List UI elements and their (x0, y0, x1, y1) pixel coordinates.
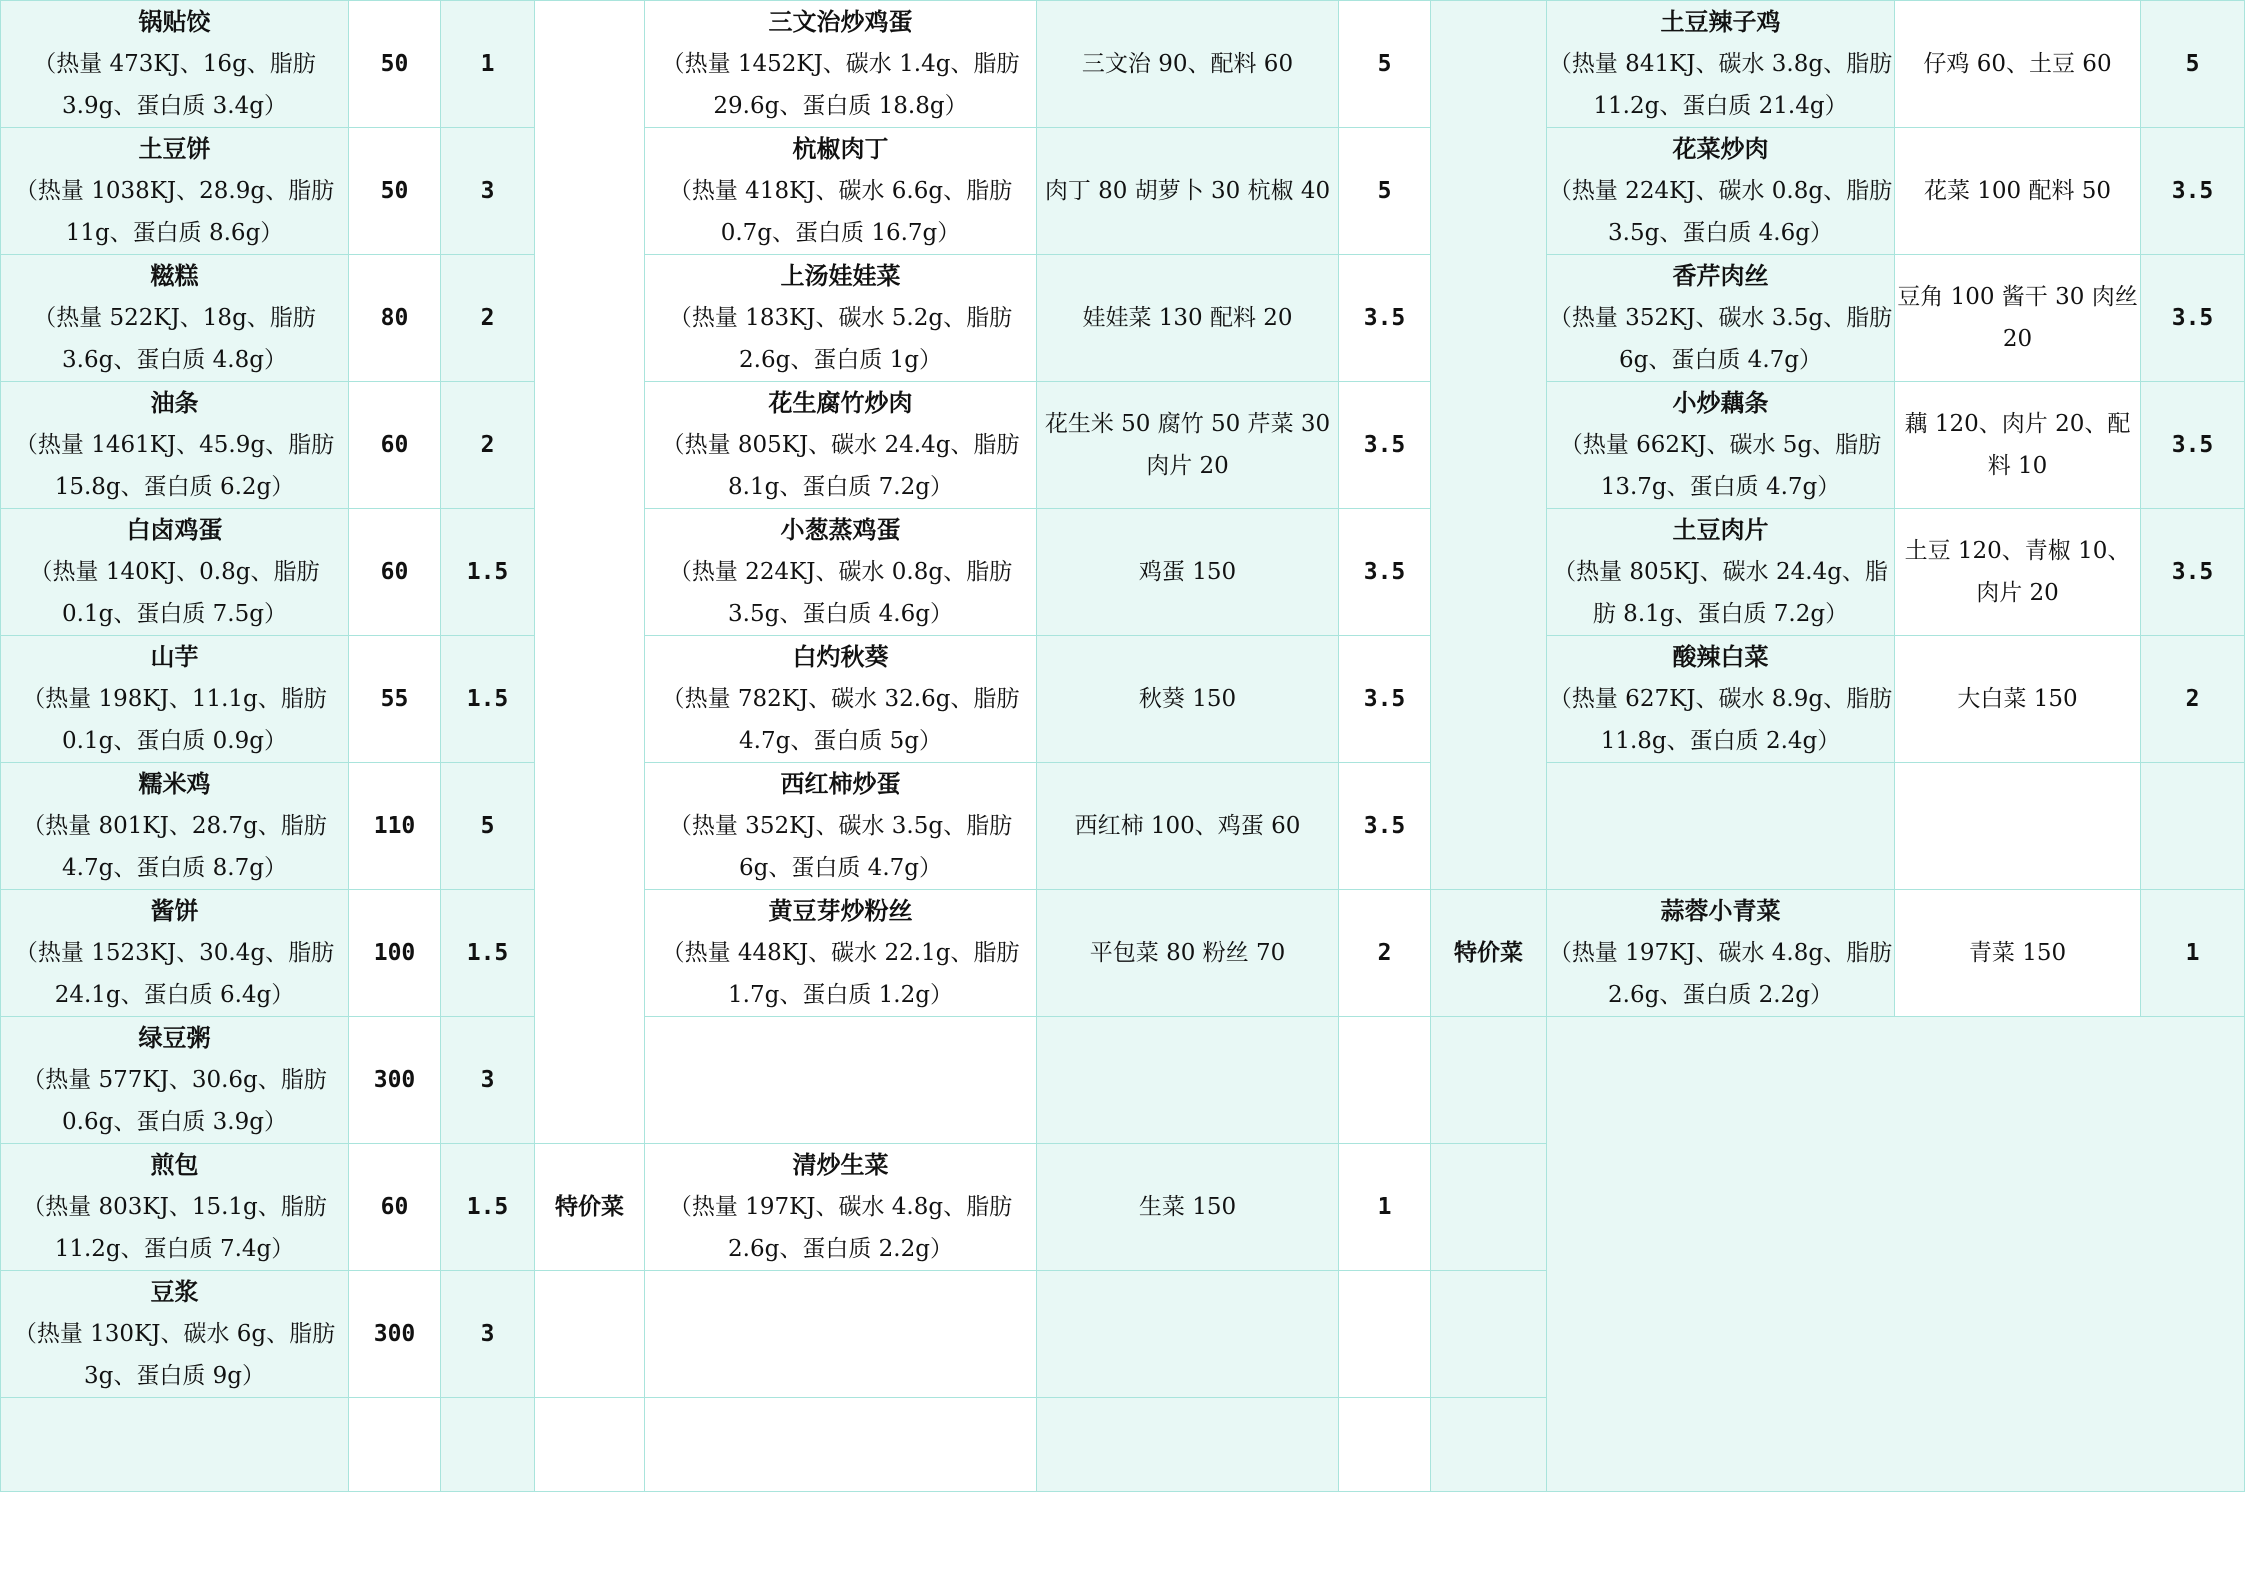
empty-cell (535, 1398, 645, 1492)
dish-name: 糍糕 (150, 261, 199, 290)
ingredients-cell: 花生米 50 腐竹 50 芹菜 30 肉片 20 (1037, 382, 1339, 509)
dish-name: 白灼秋葵 (792, 642, 889, 671)
breakfast-item-cell (1, 890, 349, 1017)
breakfast-item-cell (1, 1017, 349, 1144)
price-cell: 5 (1339, 128, 1431, 255)
dish-name: 花菜炒肉 (1672, 134, 1769, 163)
dish-nutrition: （热量 198KJ、11.1g、脂肪 0.1g、蛋白质 0.9g） (22, 686, 327, 754)
weight-cell: 50 (349, 128, 441, 255)
price-cell (1339, 1017, 1431, 1144)
dish-cell (645, 509, 1037, 636)
ingredients-cell (1895, 763, 2141, 890)
dish-name: 土豆肉片 (1672, 515, 1769, 544)
dish-cell (1547, 128, 1895, 255)
dish-name: 土豆饼 (138, 134, 211, 163)
empty-cell (1431, 1017, 1547, 1144)
ingredients-cell: 大白菜 150 (1895, 636, 2141, 763)
breakfast-item-cell (1, 1, 349, 128)
breakfast-item-cell (1, 509, 349, 636)
dish-nutrition: （热量 183KJ、碳水 5.2g、脂肪 2.6g、蛋白质 1g） (668, 305, 1013, 373)
dish-nutrition: （热量 1452KJ、碳水 1.4g、脂肪 29.6g、蛋白质 18.8g） (661, 51, 1020, 119)
dish-nutrition: （热量 801KJ、28.7g、脂肪 4.7g、蛋白质 8.7g） (22, 813, 327, 881)
table-row (1, 382, 2245, 509)
empty-cell (645, 1398, 1037, 1492)
ingredients-cell: 鸡蛋 150 (1037, 509, 1339, 636)
dish-cell (645, 890, 1037, 1017)
dish-cell (645, 1144, 1037, 1271)
dish-nutrition: （热量 1038KJ、28.9g、脂肪 11g、蛋白质 8.6g） (14, 178, 335, 246)
dish-name: 香芹肉丝 (1672, 261, 1769, 290)
empty-cell (1431, 1144, 1547, 1271)
dish-nutrition: （热量 662KJ、碳水 5g、脂肪 13.7g、蛋白质 4.7g） (1559, 432, 1882, 500)
dish-cell (1547, 509, 1895, 636)
price-cell: 1.5 (441, 1144, 535, 1271)
breakfast-item-cell (1, 1144, 349, 1271)
price-cell: 2 (2141, 636, 2245, 763)
price-cell: 3 (441, 128, 535, 255)
empty-block (1547, 1017, 2245, 1492)
table-row (1, 1017, 2245, 1144)
weight-cell: 60 (349, 382, 441, 509)
dish-cell (645, 128, 1037, 255)
empty-cell (1, 1398, 349, 1492)
ingredients-cell: 花菜 100 配料 50 (1895, 128, 2141, 255)
weight-cell: 60 (349, 509, 441, 636)
ingredients-cell: 平包菜 80 粉丝 70 (1037, 890, 1339, 1017)
dish-nutrition: （热量 841KJ、碳水 3.8g、脂肪 11.2g、蛋白质 21.4g） (1548, 51, 1893, 119)
dish-nutrition: （热量 627KJ、碳水 8.9g、脂肪 11.8g、蛋白质 2.4g） (1548, 686, 1893, 754)
dish-nutrition: （热量 352KJ、碳水 3.5g、脂肪 6g、蛋白质 4.7g） (668, 813, 1013, 881)
price-cell: 5 (1339, 1, 1431, 128)
dish-nutrition: （热量 140KJ、0.8g、脂肪 0.1g、蛋白质 7.5g） (29, 559, 320, 627)
price-cell (1339, 1271, 1431, 1398)
price-cell: 2 (441, 255, 535, 382)
dish-nutrition: （热量 805KJ、碳水 24.4g、脂肪 8.1g、蛋白质 7.2g） (1553, 559, 1888, 627)
dish-nutrition: （热量 197KJ、碳水 4.8g、脂肪 2.6g、蛋白质 2.2g） (1548, 940, 1893, 1008)
price-cell: 3.5 (1339, 763, 1431, 890)
ingredients-cell: 青菜 150 (1895, 890, 2141, 1017)
table-row (1, 890, 2245, 1017)
table-row (1, 509, 2245, 636)
ingredients-cell: 三文治 90、配料 60 (1037, 1, 1339, 128)
menu-table-body (1, 1, 2245, 1492)
table-row (1, 255, 2245, 382)
dish-cell (645, 1, 1037, 128)
weight-cell: 80 (349, 255, 441, 382)
price-cell: 1 (441, 1, 535, 128)
dish-cell (645, 382, 1037, 509)
breakfast-item-cell (1, 255, 349, 382)
dish-name: 锅贴饺 (138, 7, 211, 36)
weight-cell: 50 (349, 1, 441, 128)
dish-cell (1547, 890, 1895, 1017)
breakfast-item-cell (1, 636, 349, 763)
empty-cell (349, 1398, 441, 1492)
dish-cell (645, 1271, 1037, 1398)
dish-name: 小炒藕条 (1672, 388, 1769, 417)
breakfast-item-cell (1, 382, 349, 509)
weight-cell: 300 (349, 1017, 441, 1144)
empty-cell (1431, 1398, 1547, 1492)
empty-cell (535, 1271, 645, 1398)
price-cell: 3.5 (1339, 255, 1431, 382)
price-cell: 1.5 (441, 890, 535, 1017)
label-cell (535, 1, 645, 1144)
dish-name: 西红柿炒蛋 (780, 769, 901, 798)
ingredients-cell: 娃娃菜 130 配料 20 (1037, 255, 1339, 382)
empty-cell (1037, 1398, 1339, 1492)
dish-cell (645, 255, 1037, 382)
dish-cell (645, 763, 1037, 890)
ingredients-cell: 豆角 100 酱干 30 肉丝 20 (1895, 255, 2141, 382)
price-cell: 3 (441, 1017, 535, 1144)
price-cell: 1.5 (441, 509, 535, 636)
price-cell: 3.5 (1339, 636, 1431, 763)
dish-nutrition: （热量 130KJ、碳水 6g、脂肪 3g、蛋白质 9g） (13, 1321, 336, 1389)
ingredients-cell: 土豆 120、青椒 10、肉片 20 (1895, 509, 2141, 636)
price-cell: 3.5 (2141, 382, 2245, 509)
dish-name: 煎包 (150, 1150, 199, 1179)
weight-cell: 55 (349, 636, 441, 763)
price-cell: 3 (441, 1271, 535, 1398)
dish-cell (1547, 1, 1895, 128)
dish-cell (1547, 763, 1895, 890)
dish-name: 蒜蓉小青菜 (1660, 896, 1781, 925)
dish-name: 油条 (150, 388, 199, 417)
dish-name: 上汤娃娃菜 (780, 261, 901, 290)
price-cell (2141, 763, 2245, 890)
dish-nutrition: （热量 782KJ、碳水 32.6g、脂肪 4.7g、蛋白质 5g） (661, 686, 1020, 754)
dish-cell (645, 636, 1037, 763)
dish-name: 绿豆粥 (138, 1023, 211, 1052)
ingredients-cell: 西红柿 100、鸡蛋 60 (1037, 763, 1339, 890)
special-price-label: 特价菜 (1431, 890, 1547, 1017)
ingredients-cell (1037, 1271, 1339, 1398)
dish-nutrition: （热量 522KJ、18g、脂肪 3.6g、蛋白质 4.8g） (33, 305, 316, 373)
weight-cell: 300 (349, 1271, 441, 1398)
table-row (1, 1, 2245, 128)
dish-cell (1547, 255, 1895, 382)
dish-cell (1547, 382, 1895, 509)
dish-name: 小葱蒸鸡蛋 (780, 515, 901, 544)
dish-cell (645, 1017, 1037, 1144)
dish-name: 花生腐竹炒肉 (768, 388, 913, 417)
breakfast-item-cell (1, 1271, 349, 1398)
dish-nutrition: （热量 577KJ、30.6g、脂肪 0.6g、蛋白质 3.9g） (22, 1067, 327, 1135)
dish-name: 杭椒肉丁 (792, 134, 889, 163)
weight-cell: 100 (349, 890, 441, 1017)
price-cell: 3.5 (1339, 509, 1431, 636)
dish-name: 土豆辣子鸡 (1660, 7, 1781, 36)
price-cell: 3.5 (1339, 382, 1431, 509)
ingredients-cell (1037, 1017, 1339, 1144)
table-row (1, 763, 2245, 890)
ingredients-cell: 秋葵 150 (1037, 636, 1339, 763)
weight-cell: 60 (349, 1144, 441, 1271)
ingredients-cell: 生菜 150 (1037, 1144, 1339, 1271)
price-cell: 5 (441, 763, 535, 890)
breakfast-item-cell (1, 763, 349, 890)
price-cell: 3.5 (2141, 128, 2245, 255)
dish-name: 三文治炒鸡蛋 (768, 7, 913, 36)
empty-cell (1339, 1398, 1431, 1492)
price-cell: 1 (2141, 890, 2245, 1017)
table-row (1, 128, 2245, 255)
dish-name: 酱饼 (150, 896, 199, 925)
dish-name: 豆浆 (150, 1277, 199, 1306)
price-cell: 3.5 (2141, 509, 2245, 636)
empty-cell (1431, 1271, 1547, 1398)
dish-cell (1547, 636, 1895, 763)
dish-nutrition: （热量 1523KJ、30.4g、脂肪 24.1g、蛋白质 6.4g） (14, 940, 335, 1008)
dish-nutrition: （热量 224KJ、碳水 0.8g、脂肪 3.5g、蛋白质 4.6g） (1548, 178, 1893, 246)
special-price-label: 特价菜 (535, 1144, 645, 1271)
dish-nutrition: （热量 197KJ、碳水 4.8g、脂肪 2.6g、蛋白质 2.2g） (668, 1194, 1013, 1262)
price-cell: 1 (1339, 1144, 1431, 1271)
dish-nutrition: （热量 1461KJ、45.9g、脂肪 15.8g、蛋白质 6.2g） (14, 432, 335, 500)
dish-name: 白卤鸡蛋 (126, 515, 223, 544)
dish-nutrition: （热量 473KJ、16g、脂肪 3.9g、蛋白质 3.4g） (33, 51, 316, 119)
label-cell (1431, 1, 1547, 890)
price-cell: 2 (1339, 890, 1431, 1017)
dish-nutrition: （热量 448KJ、碳水 22.1g、脂肪 1.7g、蛋白质 1.2g） (661, 940, 1020, 1008)
dish-name: 糯米鸡 (138, 769, 211, 798)
ingredients-cell: 肉丁 80 胡萝卜 30 杭椒 40 (1037, 128, 1339, 255)
table-row (1, 636, 2245, 763)
dish-nutrition: （热量 418KJ、碳水 6.6g、脂肪 0.7g、蛋白质 16.7g） (668, 178, 1013, 246)
dish-name: 黄豆芽炒粉丝 (768, 896, 913, 925)
weight-cell: 110 (349, 763, 441, 890)
price-cell: 3.5 (2141, 255, 2245, 382)
price-cell: 5 (2141, 1, 2245, 128)
empty-cell (441, 1398, 535, 1492)
dish-name: 山芋 (150, 642, 199, 671)
dish-nutrition: （热量 224KJ、碳水 0.8g、脂肪 3.5g、蛋白质 4.6g） (668, 559, 1013, 627)
ingredients-cell: 仔鸡 60、土豆 60 (1895, 1, 2141, 128)
dish-name: 清炒生菜 (792, 1150, 889, 1179)
price-cell: 1.5 (441, 636, 535, 763)
dish-nutrition: （热量 352KJ、碳水 3.5g、脂肪 6g、蛋白质 4.7g） (1548, 305, 1893, 373)
ingredients-cell: 藕 120、肉片 20、配料 10 (1895, 382, 2141, 509)
breakfast-item-cell (1, 128, 349, 255)
dish-name: 酸辣白菜 (1672, 642, 1769, 671)
dish-nutrition: （热量 805KJ、碳水 24.4g、脂肪 8.1g、蛋白质 7.2g） (661, 432, 1020, 500)
dish-nutrition: （热量 803KJ、15.1g、脂肪 11.2g、蛋白质 7.4g） (22, 1194, 327, 1262)
price-cell: 2 (441, 382, 535, 509)
